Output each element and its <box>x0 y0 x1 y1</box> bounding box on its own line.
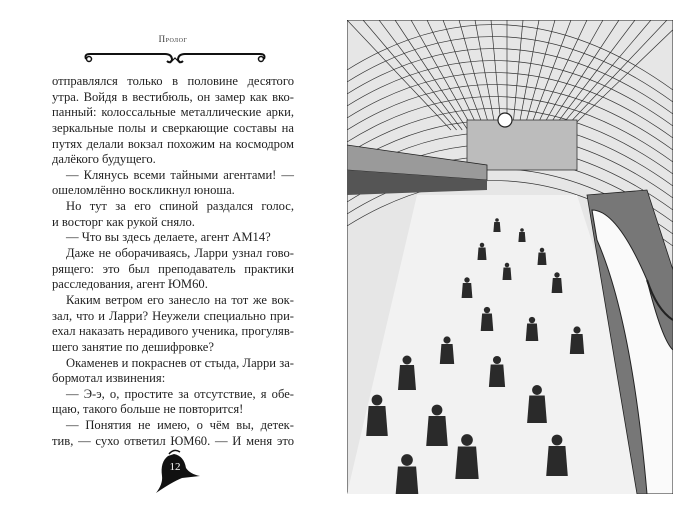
text-line: путях делали вокзал похожим на космодром <box>52 136 294 151</box>
deerstalker-hat-icon <box>150 448 210 498</box>
text-line: зал, что и Ларри? Неужели специально при- <box>52 308 294 323</box>
text-line: утра. Войдя в вестибюль, он замер как вко- <box>52 89 294 104</box>
text-line: Но тут за его спиной раздался голос, <box>66 199 294 214</box>
page-number: 12 <box>169 461 181 473</box>
text-line: Даже не оборачиваясь, Ларри узнал гово- <box>66 246 294 261</box>
text-line: и восторг как рукой сняло. <box>52 214 195 229</box>
text-line: расследования, агент ЮМ60. <box>52 277 208 292</box>
text-line: отправлялся только в половине десятого <box>52 74 294 88</box>
body-text <box>52 74 294 449</box>
text-line: ошеломлённо воскликнул юноша. <box>52 183 235 198</box>
text-line: бормотал извинения: <box>52 371 166 386</box>
text-line: — Что вы здесь делаете, агент АМ14? <box>66 230 271 245</box>
train-station-illustration <box>347 20 673 494</box>
text-line: ехал наказать нерадивого ученика, прогуляв- <box>52 324 294 339</box>
text-line: Окаменев и покраснев от стыда, Ларри за- <box>66 355 294 370</box>
text-line: шего занятие по дешифровке? <box>52 339 214 354</box>
text-line: Каким ветром его занесло на тот же вок- <box>66 292 294 307</box>
text-line: зеркальные полы и сверкающие составы на <box>52 120 294 135</box>
text-line: — Клянусь всеми тайными агентами! — <box>66 167 294 182</box>
page-number-badge <box>150 448 210 498</box>
chapter-header: Пролог <box>158 34 188 44</box>
text-line: далёкого будущего. <box>52 152 156 167</box>
text-line: щаю, такого больше не повторится! <box>52 402 244 417</box>
text-line: тив, — сухо ответил ЮМ60. — И меня это <box>52 433 294 448</box>
text-line: рящего: это был преподаватель практики <box>52 261 294 276</box>
header-ornament-icon <box>80 50 270 66</box>
text-line: — Понятия не имею, о чём вы, детек- <box>66 418 294 433</box>
text-line: — Э-э, о, простите за отсутствие, я обе- <box>66 386 294 401</box>
text-line: панный: колоссальные металлические арки, <box>52 105 294 120</box>
